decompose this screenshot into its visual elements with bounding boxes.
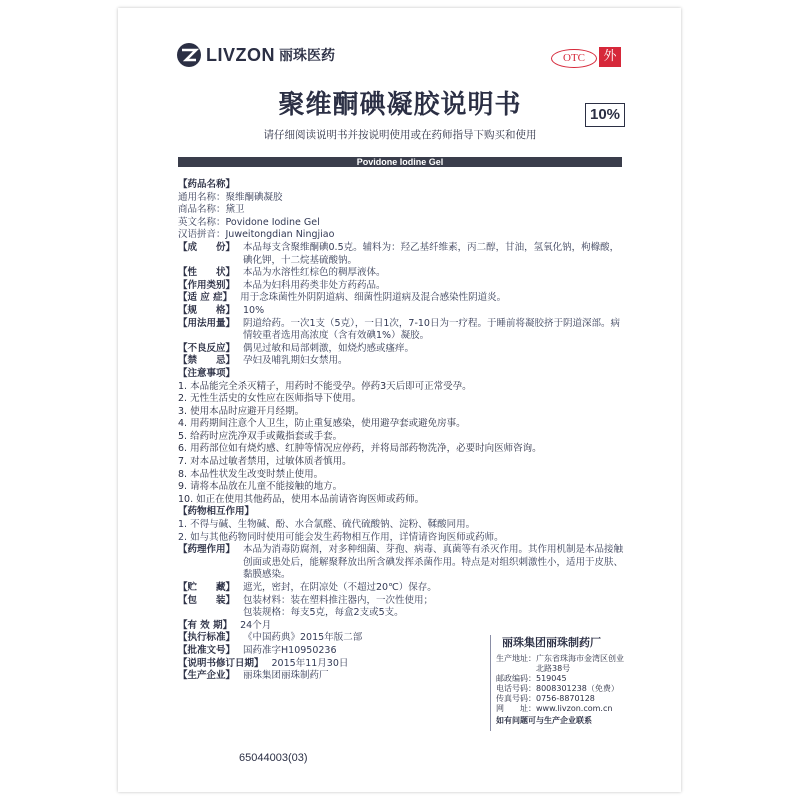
section-body: 2015年11月30日 bbox=[271, 657, 349, 669]
section-title: 【执行标准】 bbox=[178, 632, 236, 644]
english-name: Povidone Iodine Gel bbox=[356, 157, 444, 167]
section-pharmacology bbox=[178, 544, 628, 582]
section-body: 丽珠集团丽珠制药厂 bbox=[243, 670, 329, 682]
section-body: 本品每支含聚维酮碘0.5克。辅料为：羟乙基纤维素，丙二醇，甘油，氢氧化钠，枸橼酸，碘化钾，十二烷基硫酸钠。 bbox=[243, 241, 620, 266]
section-body: 10% bbox=[243, 304, 265, 316]
section-adverse-reactions bbox=[178, 343, 628, 356]
section-title: 【规 格】 bbox=[178, 304, 236, 316]
section-body: 用于念珠菌性外阴阴道病、细菌性阴道病及混合感染性阴道炎。 bbox=[240, 292, 507, 304]
section-approval-number bbox=[178, 645, 490, 658]
note-item: 2. 无性生活史的女性应在医师指导下使用。 bbox=[178, 393, 362, 405]
section-body: 孕妇及哺乳期妇女禁用。 bbox=[243, 355, 348, 367]
drug-name-line: 商品名称：黛卫 bbox=[178, 204, 245, 216]
note-item: 3. 使用本品时应避开月经期。 bbox=[178, 405, 305, 417]
english-name-bar bbox=[178, 157, 622, 167]
company-row bbox=[496, 704, 626, 714]
section-appearance bbox=[178, 267, 628, 280]
section-title: 【批准文号】 bbox=[178, 644, 236, 656]
package-body bbox=[243, 595, 433, 620]
company-key: 网 址： bbox=[496, 704, 536, 713]
section-body: 遮光，密封，在阴凉处（不超过20℃）保存。 bbox=[243, 582, 437, 593]
column-divider bbox=[490, 635, 491, 731]
section-manufacturer bbox=[178, 670, 490, 683]
section-contraindications bbox=[178, 355, 628, 368]
section-body: 本品为妇科用药类非处方药药品。 bbox=[243, 279, 386, 291]
section-ingredients bbox=[178, 242, 628, 267]
company-value: 519045 bbox=[536, 674, 567, 683]
drug-name-line: 通用名称：聚维酮碘凝胶 bbox=[178, 191, 283, 203]
note-item: 8. 本品性状发生改变时禁止使用。 bbox=[178, 468, 324, 480]
brand-name-cn: 丽珠医药 bbox=[279, 48, 335, 64]
section-title: 【作用类别】 bbox=[178, 279, 236, 291]
section-title: 【药理作用】 bbox=[178, 544, 236, 556]
section-title: 【禁 忌】 bbox=[178, 355, 236, 367]
section-title: 【生产企业】 bbox=[178, 670, 236, 682]
company-row bbox=[496, 694, 626, 704]
drug-name-line: 英文名称：Povidone Iodine Gel bbox=[178, 216, 320, 228]
company-value: 8008301238（免费） bbox=[536, 684, 619, 693]
external-use-badge: 外 bbox=[599, 47, 621, 67]
usage-advice: 请仔细阅读说明书并按说明使用或在药师指导下购买和使用 bbox=[263, 129, 537, 141]
package-material: 包装材料：装在塑料推注器内，一次性使用； bbox=[243, 594, 434, 606]
company-key: 传真号码： bbox=[496, 694, 536, 703]
otc-badge: OTC bbox=[551, 49, 597, 68]
section-specification bbox=[178, 305, 628, 318]
section-indications bbox=[178, 292, 628, 305]
section-category bbox=[178, 280, 628, 293]
concentration-badge: 10% bbox=[585, 103, 625, 127]
note-item: 10. 如正在使用其他药品，使用本品前请咨询医师或药师。 bbox=[178, 493, 425, 505]
company-key: 邮政编码： bbox=[496, 674, 536, 683]
section-body: 国药准字H10950236 bbox=[243, 644, 337, 656]
section-body: 本品为水溶性红棕色的稠厚液体。 bbox=[243, 267, 386, 279]
note-item: 5. 给药时应洗净双手或戴指套或手套。 bbox=[178, 430, 343, 442]
section-body: 本品为消毒防腐剂，对多种细菌、芽孢、病毒、真菌等有杀灭作用。其作用机制是本品接触创面或患处后，能解聚释放出所含碘发挥杀菌作用。特点是对组织刺激性小，适用于皮肤、黏膜感染。 bbox=[243, 544, 624, 581]
section-title: 【有 效 期】 bbox=[178, 619, 233, 631]
company-key: 电话号码： bbox=[496, 684, 536, 693]
section-title: 【说明书修订日期】 bbox=[178, 657, 264, 669]
interaction-item: 1. 不得与碱、生物碱、酚、水合氯醛、硫代硫酸钠、淀粉、鞣酸同用。 bbox=[178, 519, 476, 531]
livzon-logo-icon bbox=[176, 42, 202, 68]
leaflet-content bbox=[178, 179, 628, 683]
company-value: 广东省珠海市金湾区创业北路38号 bbox=[536, 654, 624, 673]
package-spec: 包装规格：每支5克，每盒2支或5支。 bbox=[243, 607, 404, 619]
section-body: 24个月 bbox=[240, 619, 272, 631]
company-key: 生产地址： bbox=[496, 654, 536, 663]
brand-logo bbox=[176, 42, 335, 68]
print-code: 65044003(03) bbox=[239, 752, 308, 764]
section-body: 《中国药典》2015年版二部 bbox=[243, 632, 363, 644]
section-body: 阴道给药。一次1支（5克），一日1次，7-10日为一疗程。于睡前将凝胶挤于阴道深部。病情较重者选用高浓度（含有效碘1%）凝胶。 bbox=[243, 317, 620, 342]
document-title: 聚维酮碘凝胶说明书 bbox=[278, 90, 522, 120]
section-dosage bbox=[178, 318, 628, 343]
section-body: 偶见过敏和局部刺激，如烧灼感或瘙痒。 bbox=[243, 342, 415, 354]
company-row bbox=[496, 684, 626, 694]
note-item: 4. 用药期间注意个人卫生，防止重复感染，使用避孕套或避免房事。 bbox=[178, 418, 466, 430]
company-name: 丽珠集团丽珠制药厂 bbox=[502, 636, 601, 649]
section-standard bbox=[178, 632, 490, 645]
section-title: 【包 装】 bbox=[178, 594, 236, 606]
section-title: 【性 状】 bbox=[178, 267, 236, 279]
section-title: 【不良反应】 bbox=[178, 342, 236, 354]
company-row bbox=[496, 674, 626, 684]
note-item: 1. 本品能完全杀灭精子，用药时不能受孕。停药3天后即可正常受孕。 bbox=[178, 380, 472, 392]
section-title: 【成 份】 bbox=[178, 241, 236, 253]
section-title: 【用法用量】 bbox=[178, 317, 236, 329]
note-item: 6. 用药部位如有烧灼感、红肿等情况应停药，并将局部药物洗净，必要时向医师咨询。 bbox=[178, 443, 542, 455]
section-title: 【贮 藏】 bbox=[178, 582, 236, 593]
note-item: 9. 请将本品放在儿童不能接触的地方。 bbox=[178, 481, 343, 493]
company-value: 0756-8870128 bbox=[536, 694, 595, 703]
brand-name-en: LIVZON bbox=[206, 44, 275, 65]
interactions-heading: 【药物相互作用】 bbox=[178, 506, 255, 518]
section-shelf-life bbox=[178, 620, 490, 633]
company-contact-note: 如有问题可与生产企业联系 bbox=[496, 716, 592, 725]
notes-heading: 【注意事项】 bbox=[178, 367, 236, 379]
company-info bbox=[496, 638, 626, 726]
company-row bbox=[496, 654, 626, 674]
section-storage bbox=[178, 582, 490, 595]
section-package bbox=[178, 595, 490, 620]
drug-name-heading: 【药品名称】 bbox=[178, 179, 236, 190]
section-title: 【适 应 症】 bbox=[178, 292, 233, 304]
drug-name-line: 汉语拼音：Juweitongdian Ningjiao bbox=[178, 229, 335, 241]
note-item: 7. 对本品过敏者禁用，过敏体质者慎用。 bbox=[178, 456, 352, 468]
interaction-item: 2. 如与其他药物同时使用可能会发生药物相互作用，详情请咨询医师或药师。 bbox=[178, 531, 504, 543]
company-value: www.livzon.com.cn bbox=[536, 704, 613, 713]
section-revision-date bbox=[178, 658, 490, 671]
